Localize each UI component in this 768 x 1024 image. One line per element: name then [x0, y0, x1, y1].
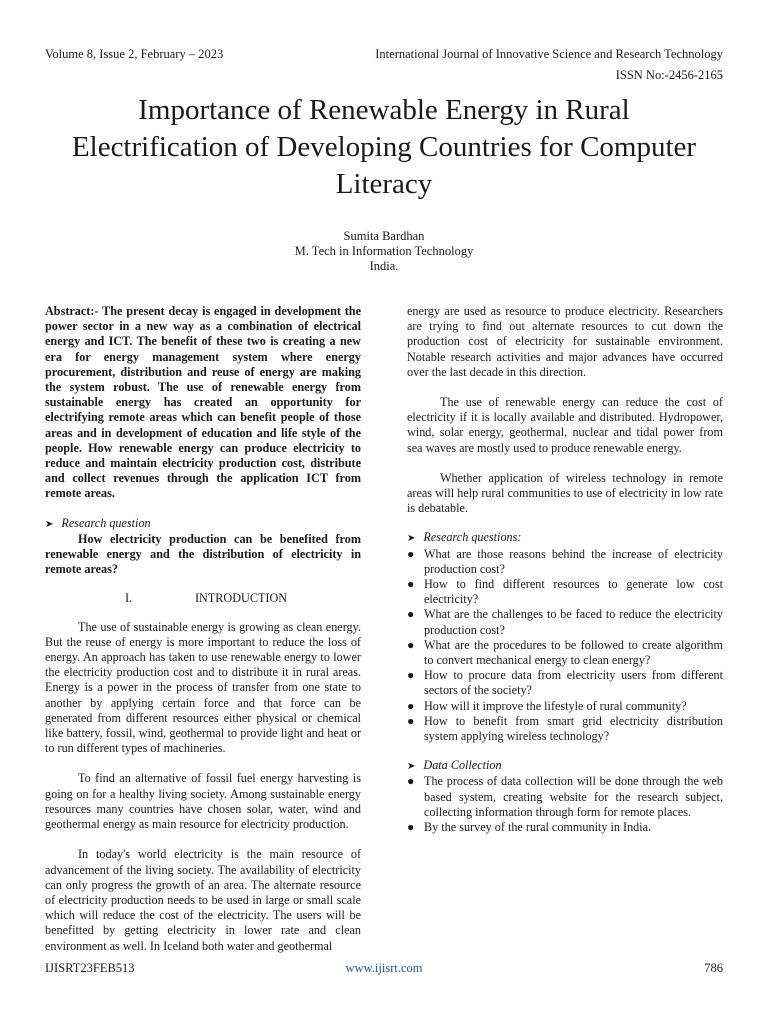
- list-item: ● The process of data collection will be done through the web based system, creating website for the research subject, collecting information through form for remote places.: [407, 774, 723, 819]
- body-paragraph: The use of renewable energy can reduce the cost of electricity if it is locally available and distributed. Hydropower, wind, solar energy, geothermal, nuclear and tidal power from sea waves are mostly used to produce renewable energy.: [407, 395, 723, 455]
- body-paragraph: Whether application of wireless technology in remote areas will help rural communities to use of electricity in low rate is debatable.: [407, 470, 723, 516]
- intro-paragraph: The use of sustainable energy is growing as clean energy. But the reuse of energy is more important to reduce the loss of energy. An approach has taken to use renewable energy to lower the electricity production cost and to distribute it in rural areas. Energy is a power in the process of transfer from one state to another by applying certain force and that force can be generated from different resources either physical or chemical like battery, fossil, wind, geothermal to provide light and heat or to run different types of machineries.: [45, 619, 361, 756]
- list-item: ● How will it improve the lifestyle of rural community?: [407, 698, 687, 713]
- footer-code: IJISRT23FEB513: [45, 961, 135, 975]
- arrow-bullet-icon: ➤: [407, 761, 416, 773]
- list-item: ● How to find different resources to generate low cost electricity?: [407, 577, 723, 607]
- bullet-icon: ●: [407, 637, 415, 652]
- intro-paragraph: In today's world electricity is the main resource of advancement of the living society. The availability of electricity can only progress the growth of an area. The alternate resource of electricity production needs to be used in large or small scale which will reduce the cost of the electricity. The users will be benefitted by getting electricity in lower rate and clean environment as well. In Iceland both water and geothermal: [45, 847, 361, 953]
- right-column: [407, 304, 723, 835]
- header-journal: International Journal of Innovative Science and Research Technology: [375, 47, 723, 61]
- bullet-icon: ●: [407, 668, 415, 683]
- author-block: [0, 229, 768, 275]
- section-heading-introduction: [45, 591, 361, 606]
- section-number: I.: [125, 591, 133, 606]
- arrow-bullet-icon: ➤: [45, 518, 54, 530]
- bullet-icon: ●: [407, 607, 415, 622]
- list-item: ● By the survey of the rural community in India.: [407, 820, 652, 835]
- list-item: ● What are the challenges to be faced to reduce the electricity production cost?: [407, 607, 723, 637]
- bullet-icon: ●: [407, 546, 415, 561]
- author-affiliation: M. Tech in Information Technology: [294, 244, 474, 259]
- footer-website-link[interactable]: www.ijisrt.com: [345, 961, 423, 975]
- arrow-bullet-icon: ➤: [407, 533, 416, 545]
- abstract: Abstract:- The present decay is engaged in development the power sector in a new way as a combination of electrical energy and ICT. The benefit of these two is creating a new era for energy management system where energy procurement, distribution and reuse of energy are making the system robust. The use of renewable energy from sustainable energy has created an opportunity for electrifying remote areas which can benefit people of those areas and in development of education and life style of the people. How renewable energy can produce electricity to reduce and maintain electricity production cost, distribute and collect revenues through the application ICT from remote areas.: [45, 304, 361, 501]
- body-paragraph: energy are used as resource to produce electricity. Researchers are trying to find out alternate resources to cut down the production cost of electricity for sustainable environment. Notable research activities and major advances have occurred over the last decade in this direction.: [407, 304, 723, 379]
- left-column: [45, 304, 361, 954]
- header-issn: ISSN No:-2456-2165: [615, 68, 723, 82]
- research-question-heading: ➤ Research question: [45, 515, 151, 530]
- bullet-icon: ●: [407, 577, 415, 592]
- intro-paragraph: To find an alternative of fossil fuel energy harvesting is going on for a healthy living society. Among sustainable energy resources many countries have chosen solar, water, wind and geothermal energy as main resource for electricity production.: [45, 771, 361, 832]
- list-item: ● How to procure data from electricity users from different sectors of the society?: [407, 668, 723, 698]
- data-collection-heading: ➤ Data Collection: [407, 758, 502, 773]
- author-name: Sumita Bardhan: [343, 229, 425, 243]
- research-question-text: How electricity production can be benefited from renewable energy and the distribution of electricity in remote areas?: [45, 531, 361, 577]
- section-title: INTRODUCTION: [195, 591, 288, 606]
- list-item: ● What are those reasons behind the increase of electricity production cost?: [407, 546, 723, 576]
- list-item: ● What are the procedures to be followed to create algorithm to convert mechanical energy to clean energy?: [407, 637, 723, 668]
- research-questions-heading: ➤ Research questions:: [407, 530, 522, 545]
- bullet-icon: ●: [407, 713, 415, 728]
- research-questions-list: [407, 547, 723, 745]
- header-volume: Volume 8, Issue 2, February – 2023: [45, 47, 224, 61]
- page-number: 786: [704, 961, 723, 975]
- author-country: India.: [369, 259, 399, 274]
- bullet-icon: ●: [407, 820, 415, 835]
- list-item: ● How to benefit from smart grid electricity distribution system applying wireless technology?: [407, 713, 723, 744]
- data-collection-list: [407, 774, 723, 835]
- paper-title: Importance of Renewable Energy in Rural Electrification of Developing Countries for Computer Literacy: [71, 94, 697, 200]
- bullet-icon: ●: [407, 774, 415, 789]
- bullet-icon: ●: [407, 698, 415, 713]
